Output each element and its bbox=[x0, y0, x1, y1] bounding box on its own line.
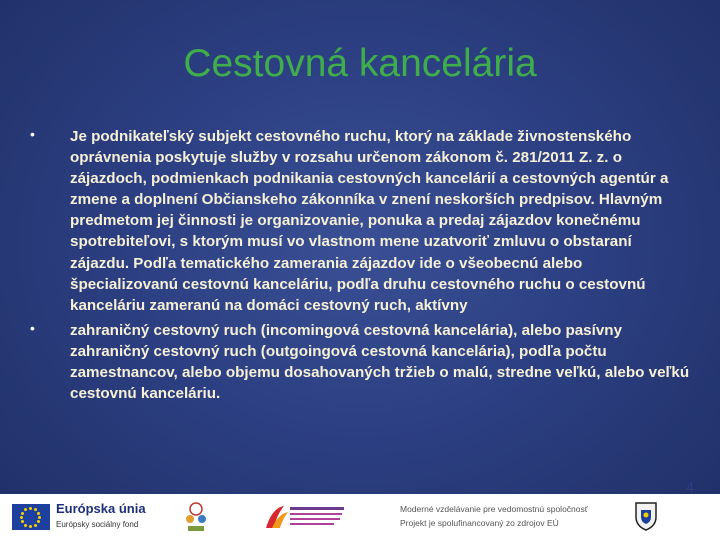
eu-fund-label: Európsky sociálny fond bbox=[56, 520, 139, 529]
bullet-marker: • bbox=[30, 319, 35, 336]
footer-bar bbox=[0, 494, 720, 540]
bullet-list bbox=[30, 126, 690, 404]
footer-note-line: Projekt je spolufinancovaný zo zdrojov EÚ bbox=[400, 518, 559, 528]
eu-flag-icon bbox=[12, 504, 50, 530]
page-number: 4 bbox=[686, 479, 694, 495]
partner-logo-icon bbox=[183, 501, 209, 533]
program-logo-icon bbox=[262, 500, 348, 534]
eu-logo bbox=[12, 497, 146, 537]
footer-note-line: Moderné vzdelávanie pre vedomostnú spoločnosť bbox=[400, 504, 588, 514]
school-crest-icon bbox=[633, 500, 659, 532]
bullet-marker: • bbox=[30, 126, 35, 142]
eu-name: Európska únia bbox=[56, 501, 146, 516]
bullet-item bbox=[30, 320, 690, 404]
footer-note bbox=[400, 502, 588, 530]
bullet-text: zahraničný cestovný ruch (incomingová cestovná kancelária), alebo pasívny zahraničný cestovný ruch (outgoingová cestovná kancelária), podľa počtu zamestnancov, alebo objemu dosahovaných tržieb o malú, stredne veľkú, alebo veľkú cestovnú kanceláriu. bbox=[70, 321, 690, 403]
bullet-text: Je podnikateľský subjekt cestovného ruchu, ktorý na základe živnostenského oprávnenia poskytuje služby v rozsahu určenom zákonom č. 281/2011 Z. z. o zájazdoch, podmienkach podnikania cestovných kancelárií a cestovných agentúr a zmene a doplnení Občianskeho zákonníka v znení neskorších predpisov. Hlavným predmetom jej činnosti je organizovanie, ponuka a predaj zájazdov konečnému spotrebiteľovi, s ktorým musí vo vlastnom mene uzatvoriť zmluvu o obstaraní zájazdu. Podľa tematického zamerania zájazdov ide o všeobecnú alebo špecializovanú cestovnú kanceláriu, podľa druhu cestovného ruchu o cestovnú kanceláriu zameranú na domáci cestovný ruch, aktívny bbox=[70, 128, 669, 314]
slide-title: Cestovná kancelária bbox=[183, 42, 537, 85]
bullet-item bbox=[30, 126, 690, 316]
